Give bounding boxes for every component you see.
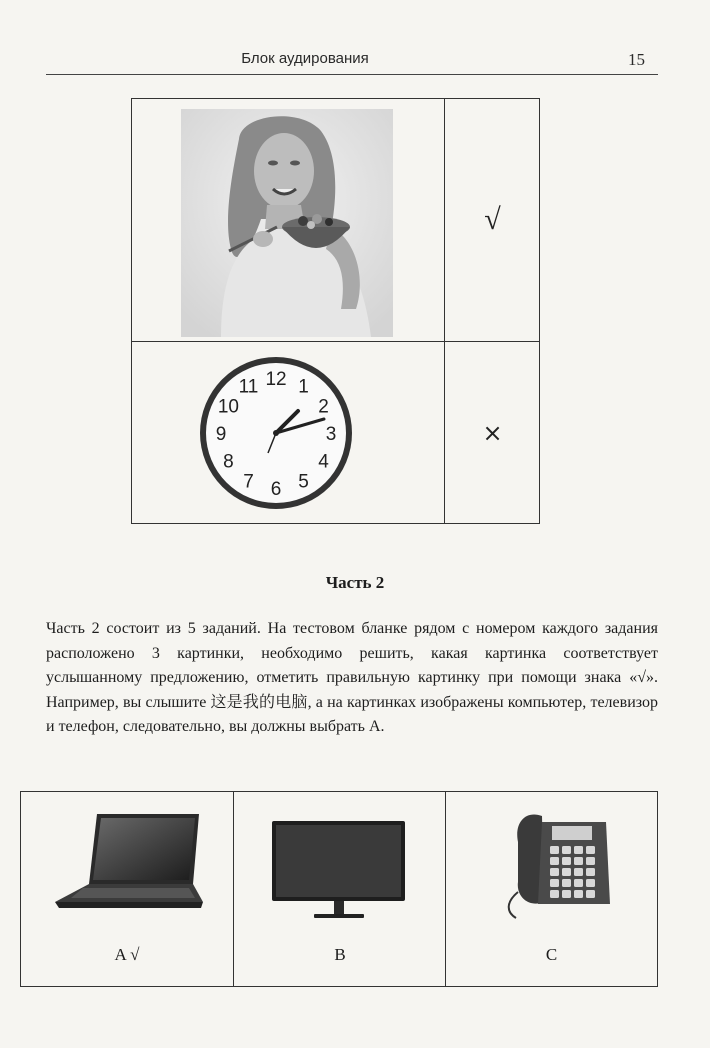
clock-numeral: 2 (318, 396, 329, 418)
laptop-icon (21, 792, 233, 932)
check-mark: √ (484, 203, 501, 236)
monitor-icon (234, 792, 446, 932)
example-photo-cell (132, 99, 444, 341)
section-title: Часть 2 (325, 573, 385, 592)
instructions-paragraph: Часть 2 состоит из 5 заданий. На тестовом бланке рядом с номером каждого задания расположено 3 картинки, необходимо решить, какая картинка соответствует услышанному предложению, отметить правильную картинку при помощи знака «√». Например, вы слышите 这是我的电脑, а на картинках изображены компьютер, телевизор и телефон, следовательно, вы должны выбрать А. (46, 620, 658, 735)
answer-options-table (20, 791, 658, 987)
keypad-key (550, 890, 559, 898)
option-c-cell (446, 792, 657, 986)
keypad-key (562, 879, 571, 887)
clock-numeral: 7 (243, 471, 254, 493)
keypad-key (574, 890, 583, 898)
keypad-key (562, 846, 571, 854)
woman-eating-salad-photo (181, 109, 393, 337)
keypad-key (586, 879, 595, 887)
keypad-key (550, 868, 559, 876)
keypad-key (574, 879, 583, 887)
clock-numeral: 1 (298, 376, 309, 398)
keypad-key (586, 846, 595, 854)
clock-numeral: 9 (215, 424, 227, 445)
option-label: A √ (114, 945, 140, 964)
clock-numeral: 6 (270, 479, 282, 500)
clock-numeral: 3 (325, 424, 337, 445)
option-label: C (545, 945, 558, 964)
desk-phone-icon (446, 792, 657, 932)
clock-numeral: 11 (238, 376, 259, 398)
clock-numeral: 12 (265, 369, 287, 390)
keypad-key (574, 846, 583, 854)
header-title: Блок аудирования (241, 50, 369, 67)
keypad-key (574, 868, 583, 876)
correct-mark-cell (445, 99, 540, 341)
clock-numeral: 5 (298, 471, 309, 493)
clock-numeral: 10 (217, 396, 239, 418)
keypad-key (586, 890, 595, 898)
cross-mark: × (482, 419, 503, 447)
example-clock-cell (132, 342, 444, 524)
clock-numeral: 8 (223, 451, 234, 473)
keypad-key (562, 868, 571, 876)
option-b-cell (234, 792, 446, 986)
keypad-key (550, 857, 559, 865)
keypad-key (550, 879, 559, 887)
wall-clock-icon (196, 353, 356, 513)
keypad-key (586, 868, 595, 876)
keypad-key (574, 857, 583, 865)
clock-numeral: 4 (318, 451, 329, 473)
keypad-key (562, 890, 571, 898)
example-table (131, 98, 540, 524)
option-label: B (334, 945, 346, 964)
wrong-mark-cell (445, 342, 540, 524)
keypad-key (550, 846, 559, 854)
header-rule (46, 74, 658, 75)
option-a-cell (21, 792, 233, 986)
page-number: 15 (628, 50, 645, 69)
keypad-key (586, 857, 595, 865)
keypad-key (562, 857, 571, 865)
